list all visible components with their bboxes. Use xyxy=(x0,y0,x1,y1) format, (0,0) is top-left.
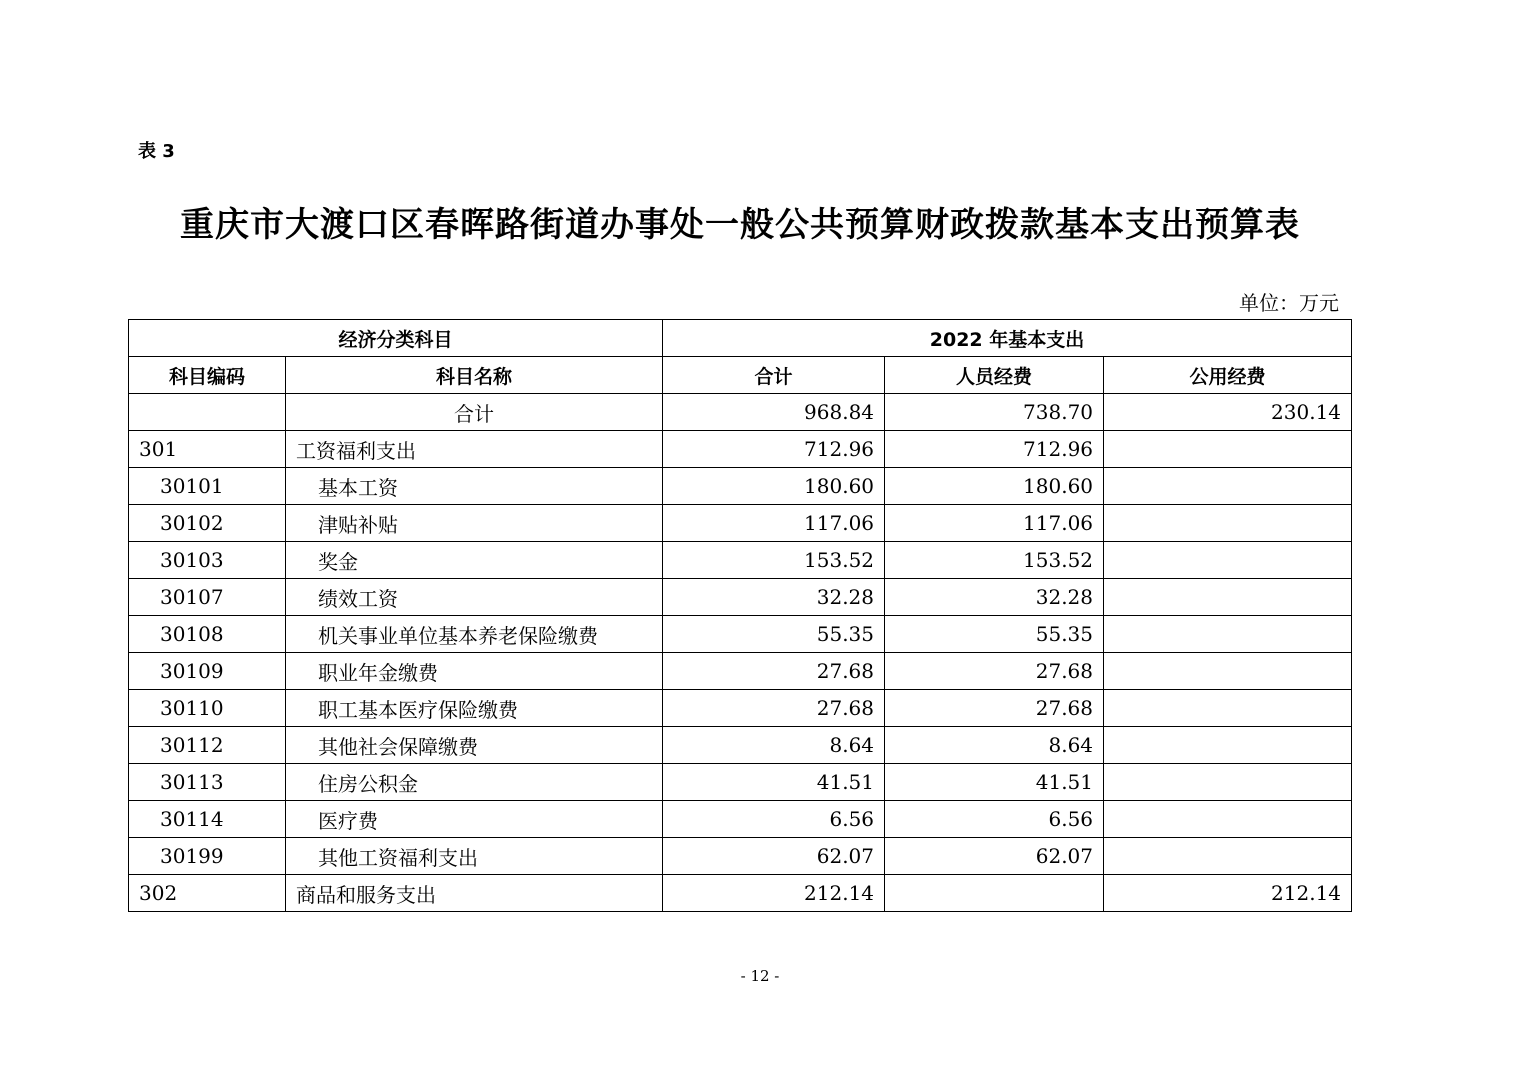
row-name-cell: 其他工资福利支出 xyxy=(286,838,663,875)
row-code-cell: 30102 xyxy=(129,505,286,542)
row-total-cell: 41.51 xyxy=(663,764,885,801)
row-personnel-cell: 8.64 xyxy=(885,727,1104,764)
table-row xyxy=(129,690,1352,727)
row-total-cell: 6.56 xyxy=(663,801,885,838)
table-row xyxy=(129,431,1352,468)
row-name-cell: 职业年金缴费 xyxy=(286,653,663,690)
row-name-cell: 津贴补贴 xyxy=(286,505,663,542)
table-row xyxy=(129,616,1352,653)
table-row xyxy=(129,727,1352,764)
row-name-cell: 其他社会保障缴费 xyxy=(286,727,663,764)
row-total-cell: 212.14 xyxy=(663,875,885,912)
table-row xyxy=(129,764,1352,801)
total-personnel-cell: 738.70 xyxy=(885,394,1104,431)
row-public-cell xyxy=(1104,801,1352,838)
row-personnel-cell: 117.06 xyxy=(885,505,1104,542)
row-code-cell: 30108 xyxy=(129,616,286,653)
header-code: 科目编码 xyxy=(129,357,286,394)
row-name-cell: 医疗费 xyxy=(286,801,663,838)
header-econ-category: 经济分类科目 xyxy=(129,320,663,357)
row-name-cell: 奖金 xyxy=(286,542,663,579)
row-code-cell: 301 xyxy=(129,431,286,468)
table-row xyxy=(129,838,1352,875)
row-public-cell: 212.14 xyxy=(1104,875,1352,912)
row-public-cell xyxy=(1104,542,1352,579)
row-total-cell: 32.28 xyxy=(663,579,885,616)
row-name-cell: 住房公积金 xyxy=(286,764,663,801)
row-name-cell: 基本工资 xyxy=(286,468,663,505)
row-code-cell: 30101 xyxy=(129,468,286,505)
row-personnel-cell: 55.35 xyxy=(885,616,1104,653)
row-code-cell: 30112 xyxy=(129,727,286,764)
table-row xyxy=(129,801,1352,838)
row-public-cell xyxy=(1104,838,1352,875)
row-personnel-cell: 153.52 xyxy=(885,542,1104,579)
row-public-cell xyxy=(1104,653,1352,690)
row-personnel-cell: 41.51 xyxy=(885,764,1104,801)
row-public-cell xyxy=(1104,468,1352,505)
header-public: 公用经费 xyxy=(1104,357,1352,394)
row-total-cell: 55.35 xyxy=(663,616,885,653)
row-code-cell: 30103 xyxy=(129,542,286,579)
total-name-cell: 合计 xyxy=(286,394,663,431)
row-code-cell: 302 xyxy=(129,875,286,912)
header-personnel: 人员经费 xyxy=(885,357,1104,394)
table-row xyxy=(129,875,1352,912)
header-total: 合计 xyxy=(663,357,885,394)
unit-label: 单位：万元 xyxy=(1239,291,1339,315)
row-personnel-cell: 712.96 xyxy=(885,431,1104,468)
row-public-cell xyxy=(1104,764,1352,801)
row-public-cell xyxy=(1104,727,1352,764)
total-public-cell: 230.14 xyxy=(1104,394,1352,431)
row-personnel-cell: 62.07 xyxy=(885,838,1104,875)
row-code-cell: 30114 xyxy=(129,801,286,838)
row-personnel-cell: 180.60 xyxy=(885,468,1104,505)
row-total-cell: 27.68 xyxy=(663,690,885,727)
table-row xyxy=(129,653,1352,690)
row-personnel-cell: 27.68 xyxy=(885,690,1104,727)
table-row xyxy=(129,468,1352,505)
header-name: 科目名称 xyxy=(286,357,663,394)
row-total-cell: 8.64 xyxy=(663,727,885,764)
table-row xyxy=(129,505,1352,542)
row-personnel-cell: 27.68 xyxy=(885,653,1104,690)
page-title: 重庆市大渡口区春晖路街道办事处一般公共预算财政拨款基本支出预算表 xyxy=(180,205,1300,245)
row-public-cell xyxy=(1104,579,1352,616)
row-total-cell: 153.52 xyxy=(663,542,885,579)
row-total-cell: 180.60 xyxy=(663,468,885,505)
total-total-cell: 968.84 xyxy=(663,394,885,431)
table-row xyxy=(129,542,1352,579)
row-total-cell: 27.68 xyxy=(663,653,885,690)
row-code-cell: 30107 xyxy=(129,579,286,616)
page-number: - 12 - xyxy=(740,967,780,985)
row-name-cell: 职工基本医疗保险缴费 xyxy=(286,690,663,727)
header-year-expense: 2022 年基本支出 xyxy=(663,320,1352,357)
budget-table xyxy=(128,319,1352,912)
row-public-cell xyxy=(1104,431,1352,468)
row-code-cell: 30113 xyxy=(129,764,286,801)
row-personnel-cell: 6.56 xyxy=(885,801,1104,838)
row-public-cell xyxy=(1104,616,1352,653)
table-row xyxy=(129,579,1352,616)
row-name-cell: 绩效工资 xyxy=(286,579,663,616)
row-public-cell xyxy=(1104,505,1352,542)
row-total-cell: 117.06 xyxy=(663,505,885,542)
table-label: 表 3 xyxy=(138,141,175,162)
row-personnel-cell xyxy=(885,875,1104,912)
row-name-cell: 工资福利支出 xyxy=(286,431,663,468)
total-code-cell xyxy=(129,394,286,431)
row-total-cell: 712.96 xyxy=(663,431,885,468)
row-code-cell: 30199 xyxy=(129,838,286,875)
total-row xyxy=(129,394,1352,431)
row-code-cell: 30109 xyxy=(129,653,286,690)
row-name-cell: 机关事业单位基本养老保险缴费 xyxy=(286,616,663,653)
row-public-cell xyxy=(1104,690,1352,727)
header-row-columns xyxy=(129,357,1352,394)
row-name-cell: 商品和服务支出 xyxy=(286,875,663,912)
row-code-cell: 30110 xyxy=(129,690,286,727)
header-row-group xyxy=(129,320,1352,357)
row-total-cell: 62.07 xyxy=(663,838,885,875)
row-personnel-cell: 32.28 xyxy=(885,579,1104,616)
